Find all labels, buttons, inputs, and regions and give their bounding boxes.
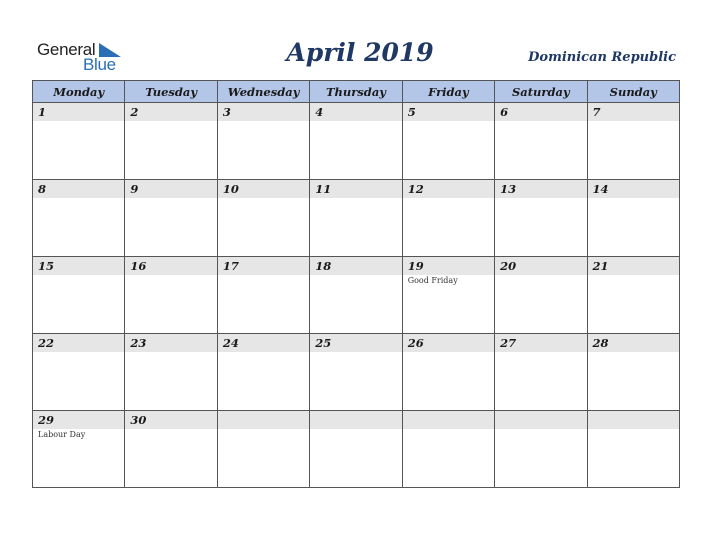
day-number: 14	[588, 180, 679, 198]
day-cell	[587, 334, 679, 411]
logo-general-text: General	[37, 40, 96, 59]
day-cell	[33, 411, 125, 488]
day-cell	[125, 411, 217, 488]
day-cell	[402, 180, 494, 257]
day-cell	[495, 334, 587, 411]
day-cell	[33, 334, 125, 411]
day-number: 21	[588, 257, 679, 275]
day-number: 6	[495, 103, 586, 121]
day-cell	[310, 334, 402, 411]
day-cell	[125, 257, 217, 334]
day-cell	[495, 411, 587, 488]
day-number: 9	[125, 180, 216, 198]
day-number: 3	[218, 103, 309, 121]
weekday-header: Thursday	[310, 81, 402, 103]
day-number: 15	[33, 257, 124, 275]
day-number: 12	[403, 180, 494, 198]
day-number: 22	[33, 334, 124, 352]
day-cell	[495, 257, 587, 334]
day-number: 28	[588, 334, 679, 352]
day-cell	[587, 257, 679, 334]
day-number: 5	[403, 103, 494, 121]
day-cell	[495, 103, 587, 180]
day-number: 16	[125, 257, 216, 275]
day-number: 30	[125, 411, 216, 429]
weekday-header: Friday	[402, 81, 494, 103]
day-number	[310, 411, 401, 429]
day-cell	[33, 103, 125, 180]
holiday-label: Labour Day	[38, 430, 86, 439]
day-number: 13	[495, 180, 586, 198]
day-number: 17	[218, 257, 309, 275]
day-number	[495, 411, 586, 429]
week-row	[33, 180, 680, 257]
weekday-header: Monday	[33, 81, 125, 103]
generalblue-logo	[37, 40, 137, 74]
day-cell	[33, 180, 125, 257]
day-cell	[587, 103, 679, 180]
day-number: 23	[125, 334, 216, 352]
day-cell	[495, 180, 587, 257]
day-cell	[217, 411, 309, 488]
day-number: 8	[33, 180, 124, 198]
day-cell	[587, 180, 679, 257]
calendar-title: April 2019	[286, 38, 434, 67]
day-cell	[310, 180, 402, 257]
day-cell	[587, 411, 679, 488]
day-number: 27	[495, 334, 586, 352]
day-number: 24	[218, 334, 309, 352]
logo-blue-text: Blue	[83, 55, 116, 74]
day-cell	[402, 103, 494, 180]
holiday-label: Good Friday	[407, 276, 458, 285]
week-row	[33, 411, 680, 488]
weekday-header: Saturday	[495, 81, 587, 103]
day-number	[403, 411, 494, 429]
weekday-header-row	[33, 81, 680, 103]
day-number: 10	[218, 180, 309, 198]
day-number: 25	[310, 334, 401, 352]
day-number: 20	[495, 257, 586, 275]
weekday-header: Wednesday	[217, 81, 309, 103]
weekday-header: Tuesday	[125, 81, 217, 103]
weekday-header: Sunday	[587, 81, 679, 103]
country-name: Dominican Republic	[528, 50, 676, 65]
day-cell	[402, 257, 494, 334]
day-number: 1	[33, 103, 124, 121]
day-number: 26	[403, 334, 494, 352]
day-number: 11	[310, 180, 401, 198]
week-row	[33, 103, 680, 180]
day-cell	[33, 257, 125, 334]
day-number: 19	[403, 257, 494, 275]
day-number: 2	[125, 103, 216, 121]
week-row	[33, 257, 680, 334]
day-cell	[402, 411, 494, 488]
day-cell	[310, 103, 402, 180]
day-cell	[217, 257, 309, 334]
day-cell	[125, 103, 217, 180]
day-cell	[402, 334, 494, 411]
day-number	[588, 411, 679, 429]
day-cell	[217, 180, 309, 257]
day-number	[218, 411, 309, 429]
day-cell	[125, 180, 217, 257]
day-cell	[217, 334, 309, 411]
day-cell	[125, 334, 217, 411]
day-number: 7	[588, 103, 679, 121]
day-cell	[217, 103, 309, 180]
day-cell	[310, 257, 402, 334]
day-number: 4	[310, 103, 401, 121]
calendar-grid	[32, 80, 680, 488]
day-number: 29	[33, 411, 124, 429]
day-number: 18	[310, 257, 401, 275]
week-row	[33, 334, 680, 411]
day-cell	[310, 411, 402, 488]
